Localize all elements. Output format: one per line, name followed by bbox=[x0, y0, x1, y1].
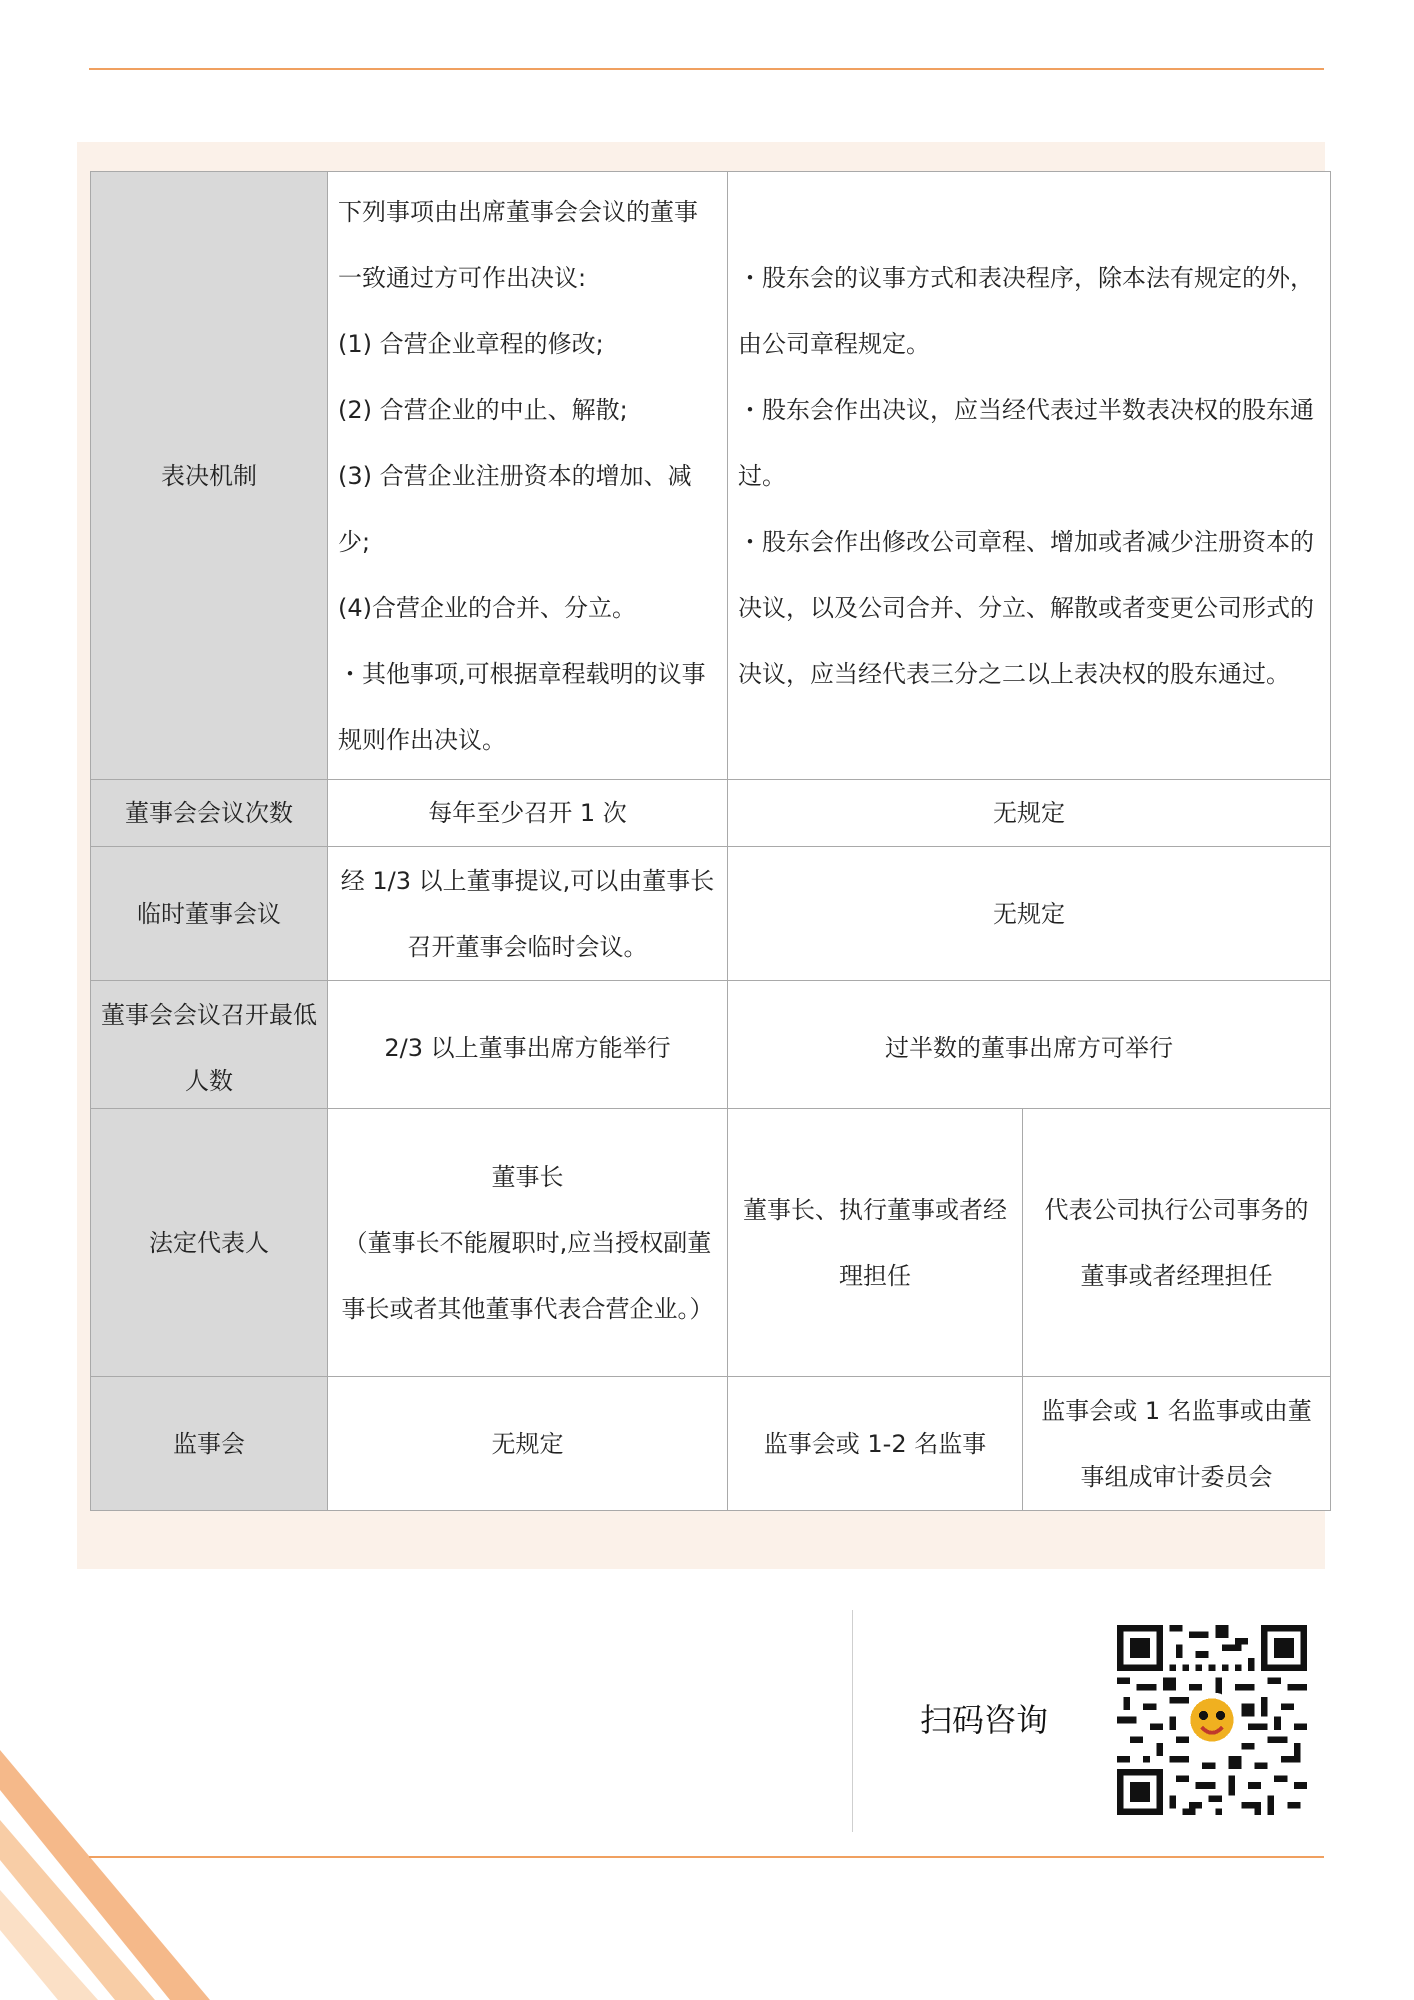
paragraph: 董事长 bbox=[491, 1162, 564, 1191]
paragraph: ・其他事项,可根据章程载明的议事规则作出决议。 bbox=[338, 659, 706, 754]
cell-company-voting bbox=[728, 172, 1331, 780]
cell-jv-voting bbox=[328, 172, 728, 780]
table-row bbox=[91, 1109, 1331, 1377]
table-row bbox=[91, 780, 1331, 847]
cell-value: 无规定 bbox=[728, 847, 1331, 981]
cell-value: 董事长、执行董事或者经理担任 bbox=[728, 1109, 1023, 1377]
row-label: 表决机制 bbox=[91, 172, 328, 780]
paragraph: （董事长不能履职时,应当授权副董事长或者其他董事代表合营企业。） bbox=[341, 1228, 714, 1323]
row-label: 法定代表人 bbox=[91, 1109, 328, 1377]
table-row bbox=[91, 847, 1331, 981]
paragraph: ・股东会的议事方式和表决程序，除本法有规定的外，由公司章程规定。 bbox=[738, 263, 1314, 358]
cell-value: 过半数的董事出席方可举行 bbox=[728, 981, 1331, 1115]
table-row bbox=[91, 172, 1331, 780]
cell-value: 经 1/3 以上董事提议,可以由董事长召开董事会临时会议。 bbox=[328, 847, 728, 981]
bottom-rule bbox=[89, 1856, 1324, 1858]
row-label: 董事会会议召开最低人数 bbox=[91, 981, 328, 1115]
cell-value: 无规定 bbox=[728, 780, 1331, 847]
paragraph: (2) 合营企业的中止、解散; bbox=[338, 395, 628, 424]
comparison-table-bottom bbox=[90, 1108, 1331, 1511]
table-row bbox=[91, 981, 1331, 1115]
cell-value: 2/3 以上董事出席方能举行 bbox=[328, 981, 728, 1115]
cell-value: 无规定 bbox=[328, 1377, 728, 1511]
table-row bbox=[91, 1377, 1331, 1511]
qr-code-icon[interactable] bbox=[1117, 1625, 1307, 1815]
top-rule bbox=[89, 68, 1324, 70]
paragraph: ・股东会作出修改公司章程、增加或者减少注册资本的决议，以及公司合并、分立、解散或者变更公司形式的决议，应当经代表三分之二以上表决权的股东通过。 bbox=[738, 527, 1314, 688]
row-label: 董事会会议次数 bbox=[91, 780, 328, 847]
paragraph: 下列事项由出席董事会会议的董事一致通过方可作出决议: bbox=[338, 197, 698, 292]
cell-value: 代表公司执行公司事务的董事或者经理担任 bbox=[1023, 1109, 1331, 1377]
row-label: 临时董事会议 bbox=[91, 847, 328, 981]
cell-value: 每年至少召开 1 次 bbox=[328, 780, 728, 847]
cell-value: 监事会或 1 名监事或由董事组成审计委员会 bbox=[1023, 1377, 1331, 1511]
paragraph: ・股东会作出决议，应当经代表过半数表决权的股东通过。 bbox=[738, 395, 1314, 490]
row-label: 监事会 bbox=[91, 1377, 328, 1511]
paragraph: (1) 合营企业章程的修改; bbox=[338, 329, 604, 358]
paragraph: (4)合营企业的合并、分立。 bbox=[338, 593, 636, 622]
cell-value: 监事会或 1-2 名监事 bbox=[728, 1377, 1023, 1511]
comparison-table-top bbox=[90, 171, 1331, 1115]
scan-consult-label: 扫码咨询 bbox=[920, 1701, 1049, 1739]
cell-value bbox=[328, 1109, 728, 1377]
footer-divider bbox=[852, 1610, 853, 1832]
chevron-decoration-icon bbox=[0, 1750, 240, 2000]
paragraph: (3) 合营企业注册资本的增加、减少; bbox=[338, 461, 692, 556]
